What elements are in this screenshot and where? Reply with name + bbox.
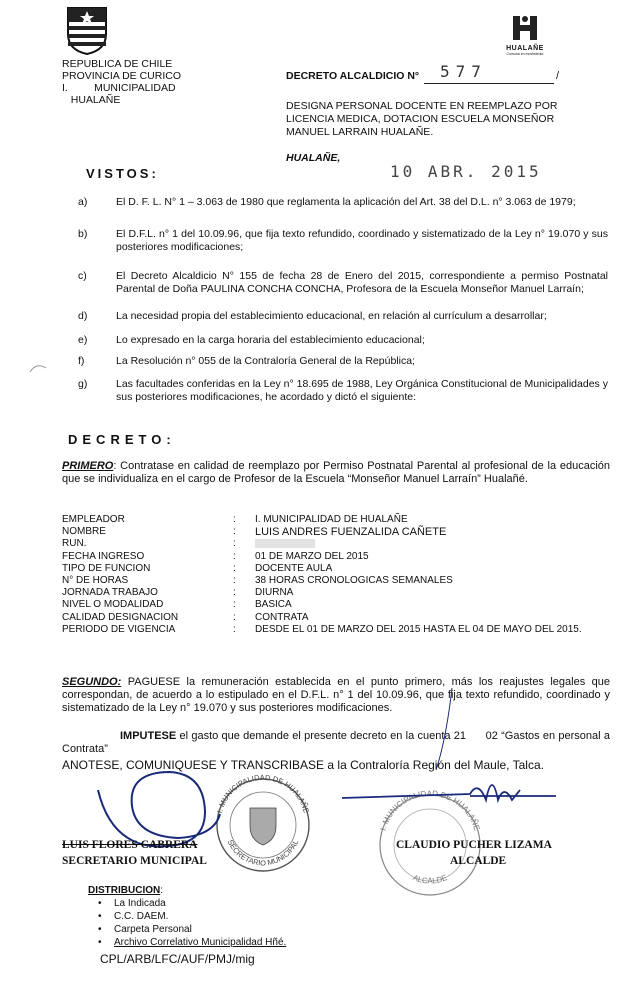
item-text: El D.F.L. n° 1 del 10.09.96, que fija texto refundido, coordinado y sistematizado de la Ley n° 19.070 y sus posteriores modificaciones;: [116, 228, 608, 253]
issuer-line: REPUBLICA DE CHILE: [62, 58, 173, 70]
field-value: I. MUNICIPALIDAD DE HUALAÑE: [255, 514, 408, 525]
segundo-paragraph: [62, 676, 610, 715]
list-item: • C.C. DAEM.: [104, 910, 286, 923]
item-letter: a): [78, 196, 88, 208]
item-text: El D. F. L. N° 1 – 3.063 de 1980 que reglamenta la aplicación del Art. 38 del D.L. n° 3.063 de 1979;: [116, 196, 576, 208]
hualane-h-icon: [510, 14, 540, 42]
mayor-name: CLAUDIO PUCHER LIZAMA: [396, 839, 552, 851]
item-letter: g): [78, 378, 88, 390]
logo-tagline: Comuna en movimiento: [506, 52, 544, 56]
impute-text: el gasto que demande el presente decreto en la cuenta 21 02 “Gastos en personal a Contrata”: [62, 730, 610, 755]
decreto-heading: DECRETO:: [68, 432, 176, 447]
item-text: Lo expresado en la carga horaria del establecimiento educacional;: [116, 334, 425, 346]
field-label: NOMBRE: [62, 526, 106, 538]
distribution-heading-colon: :: [160, 885, 164, 896]
field-label: RUN.: [62, 538, 87, 550]
decree-slash: /: [556, 70, 560, 82]
secretary-name: LUIS FLORES CABRERA: [62, 839, 198, 851]
vistos-item: [78, 270, 608, 296]
issuer-line: I. MUNICIPALIDAD: [62, 82, 176, 94]
initials-line: CPL/ARB/LFC/AUF/PMJ/mig: [100, 952, 255, 966]
field-colon: :: [233, 623, 236, 635]
decree-label: DECRETO ALCALDICIO N°: [286, 70, 420, 82]
distribution-heading: DISTRIBUCION: [88, 885, 161, 896]
vistos-item: [78, 228, 608, 254]
field-colon: :: [233, 611, 236, 623]
vistos-heading: VISTOS:: [86, 166, 159, 181]
item-letter: f): [78, 355, 85, 367]
item-text: El Decreto Alcaldicio N° 155 de fecha 28 de Enero del 2015, correspondiente a permiso Postnatal Parental de Doña PAULINA CONCHA CONCHA, Profesora de la Escuela Monseñor Manuel Larraín;: [116, 270, 608, 295]
field-colon: :: [233, 514, 236, 525]
decree-subject: DESIGNA PERSONAL DOCENTE EN REEMPLAZO POR LICENCIA MEDICA, DOTACION ESCUELA MONSEÑOR MANUEL LARRAIN HUALAÑE.: [286, 100, 558, 138]
field-label: N° DE HORAS: [62, 574, 129, 586]
mayor-title: ALCALDE: [450, 855, 507, 867]
distribution-block: [88, 884, 286, 949]
field-label: FECHA INGRESO: [62, 550, 145, 562]
vistos-item: [78, 310, 608, 323]
list-item: • La Indicada: [104, 897, 286, 910]
impute-paragraph: [62, 730, 610, 756]
field-value: [255, 538, 595, 550]
item-letter: c): [78, 270, 87, 282]
item-letter: e): [78, 334, 88, 346]
decree-number: 577: [440, 62, 487, 81]
field-colon: :: [233, 562, 236, 574]
secretary-title: SECRETARIO MUNICIPAL: [62, 855, 207, 867]
field-colon: :: [233, 587, 236, 599]
item-text: La necesidad propia del establecimiento educacional, en relación al currículum a desarrollar;: [116, 310, 547, 322]
vistos-item: [78, 378, 608, 404]
field-value: 38 HORAS CRONOLOGICAS SEMANALES: [255, 574, 453, 586]
seal-left-bottom-text: SECRETARIO MUNICIPAL: [225, 838, 301, 868]
field-colon: :: [233, 574, 236, 586]
list-item: • Carpeta Personal: [104, 923, 286, 936]
field-label: CALIDAD DESIGNACION: [62, 611, 179, 623]
chile-coat-of-arms-icon: [64, 4, 110, 56]
list-item: • Archivo Correlativo Municipalidad Hñé.: [104, 936, 286, 949]
field-value: CONTRATA: [255, 611, 309, 623]
field-value: 01 DE MARZO DEL 2015: [255, 550, 369, 562]
primero-text: : Contratase en calidad de reemplazo por Permiso Postnatal Parental al profesional de la educación que se individualiza en el cargo de Profesor de la Escuela “Monseñor Manuel Larraín” Hualañé.: [62, 460, 610, 485]
field-label: EMPLEADOR: [62, 514, 125, 525]
seal-left-top-text: I. MUNICIPALIDAD DE HUALAÑE: [215, 772, 311, 815]
logo-name: HUALAÑE: [506, 45, 544, 52]
decree-number-underline: [424, 83, 554, 84]
segundo-text: PAGUESE la remuneración establecida en el punto primero, más los reajustes legales que correspondan, de acuerdo a lo estipulado en el D.F.L. n° 1 del 10.09.96, que fija texto refundido, coordinado y sistematizado de la Ley n° 19.070 y sus posteriores modificaciones.: [62, 676, 610, 714]
field-value: BASICA: [255, 599, 292, 611]
impute-label: IMPUTESE: [120, 730, 177, 742]
hualane-logo: [505, 14, 545, 56]
field-value: DESDE EL 01 DE MARZO DEL 2015 HASTA EL 04 DE MAYO DEL 2015.: [255, 623, 582, 635]
field-value: DOCENTE AULA: [255, 562, 333, 574]
distribution-list: [88, 897, 286, 949]
vistos-item: [78, 196, 608, 209]
date-stamp: 10 ABR. 2015: [390, 162, 542, 181]
issuer-block: [62, 58, 181, 106]
anotese-line: ANOTESE, COMUNIQUESE Y TRANSCRIBASE a la Contraloría Región del Maule, Talca.: [62, 758, 544, 772]
mayor-signature: [342, 785, 556, 800]
vistos-item: [78, 334, 608, 347]
secretary-signature: [98, 772, 220, 846]
secretary-seal: [215, 773, 311, 871]
seal-right-top-text: I. MUNICIPALIDAD DE HUALAÑE: [378, 788, 482, 832]
field-colon: :: [233, 526, 236, 538]
field-label: TIPO DE FUNCION: [62, 562, 151, 574]
primero-label: PRIMERO: [62, 460, 114, 472]
issuer-line: PROVINCIA DE CURICO: [62, 70, 182, 82]
redacted-run: [255, 539, 315, 548]
field-colon: :: [233, 599, 236, 611]
field-label: JORNADA TRABAJO: [62, 587, 158, 599]
vistos-item: [78, 355, 608, 368]
item-text: La Resolución n° 055 de la Contraloría General de la República;: [116, 355, 415, 367]
field-value: DIURNA: [255, 587, 294, 599]
field-colon: :: [233, 538, 236, 550]
field-value: LUIS ANDRES FUENZALIDA CAÑETE: [255, 526, 447, 539]
margin-arc-icon: [28, 362, 48, 376]
field-colon: :: [233, 550, 236, 562]
field-label: PERIODO DE VIGENCIA: [62, 623, 176, 635]
primero-paragraph: [62, 460, 610, 486]
seal-right-bottom-text: ALCALDE: [411, 873, 449, 886]
place: HUALAÑE,: [286, 152, 341, 164]
segundo-label: SEGUNDO:: [62, 676, 122, 688]
item-text: Las facultades conferidas en la Ley n° 18.695 de 1988, Ley Orgánica Constitucional de Municipalidades y sus posteriores modificaciones, he acordado y dictó el siguiente:: [116, 378, 608, 403]
item-letter: b): [78, 228, 88, 240]
field-label: NIVEL O MODALIDAD: [62, 599, 164, 611]
item-letter: d): [78, 310, 88, 322]
issuer-line: HUALAÑE: [62, 94, 121, 106]
